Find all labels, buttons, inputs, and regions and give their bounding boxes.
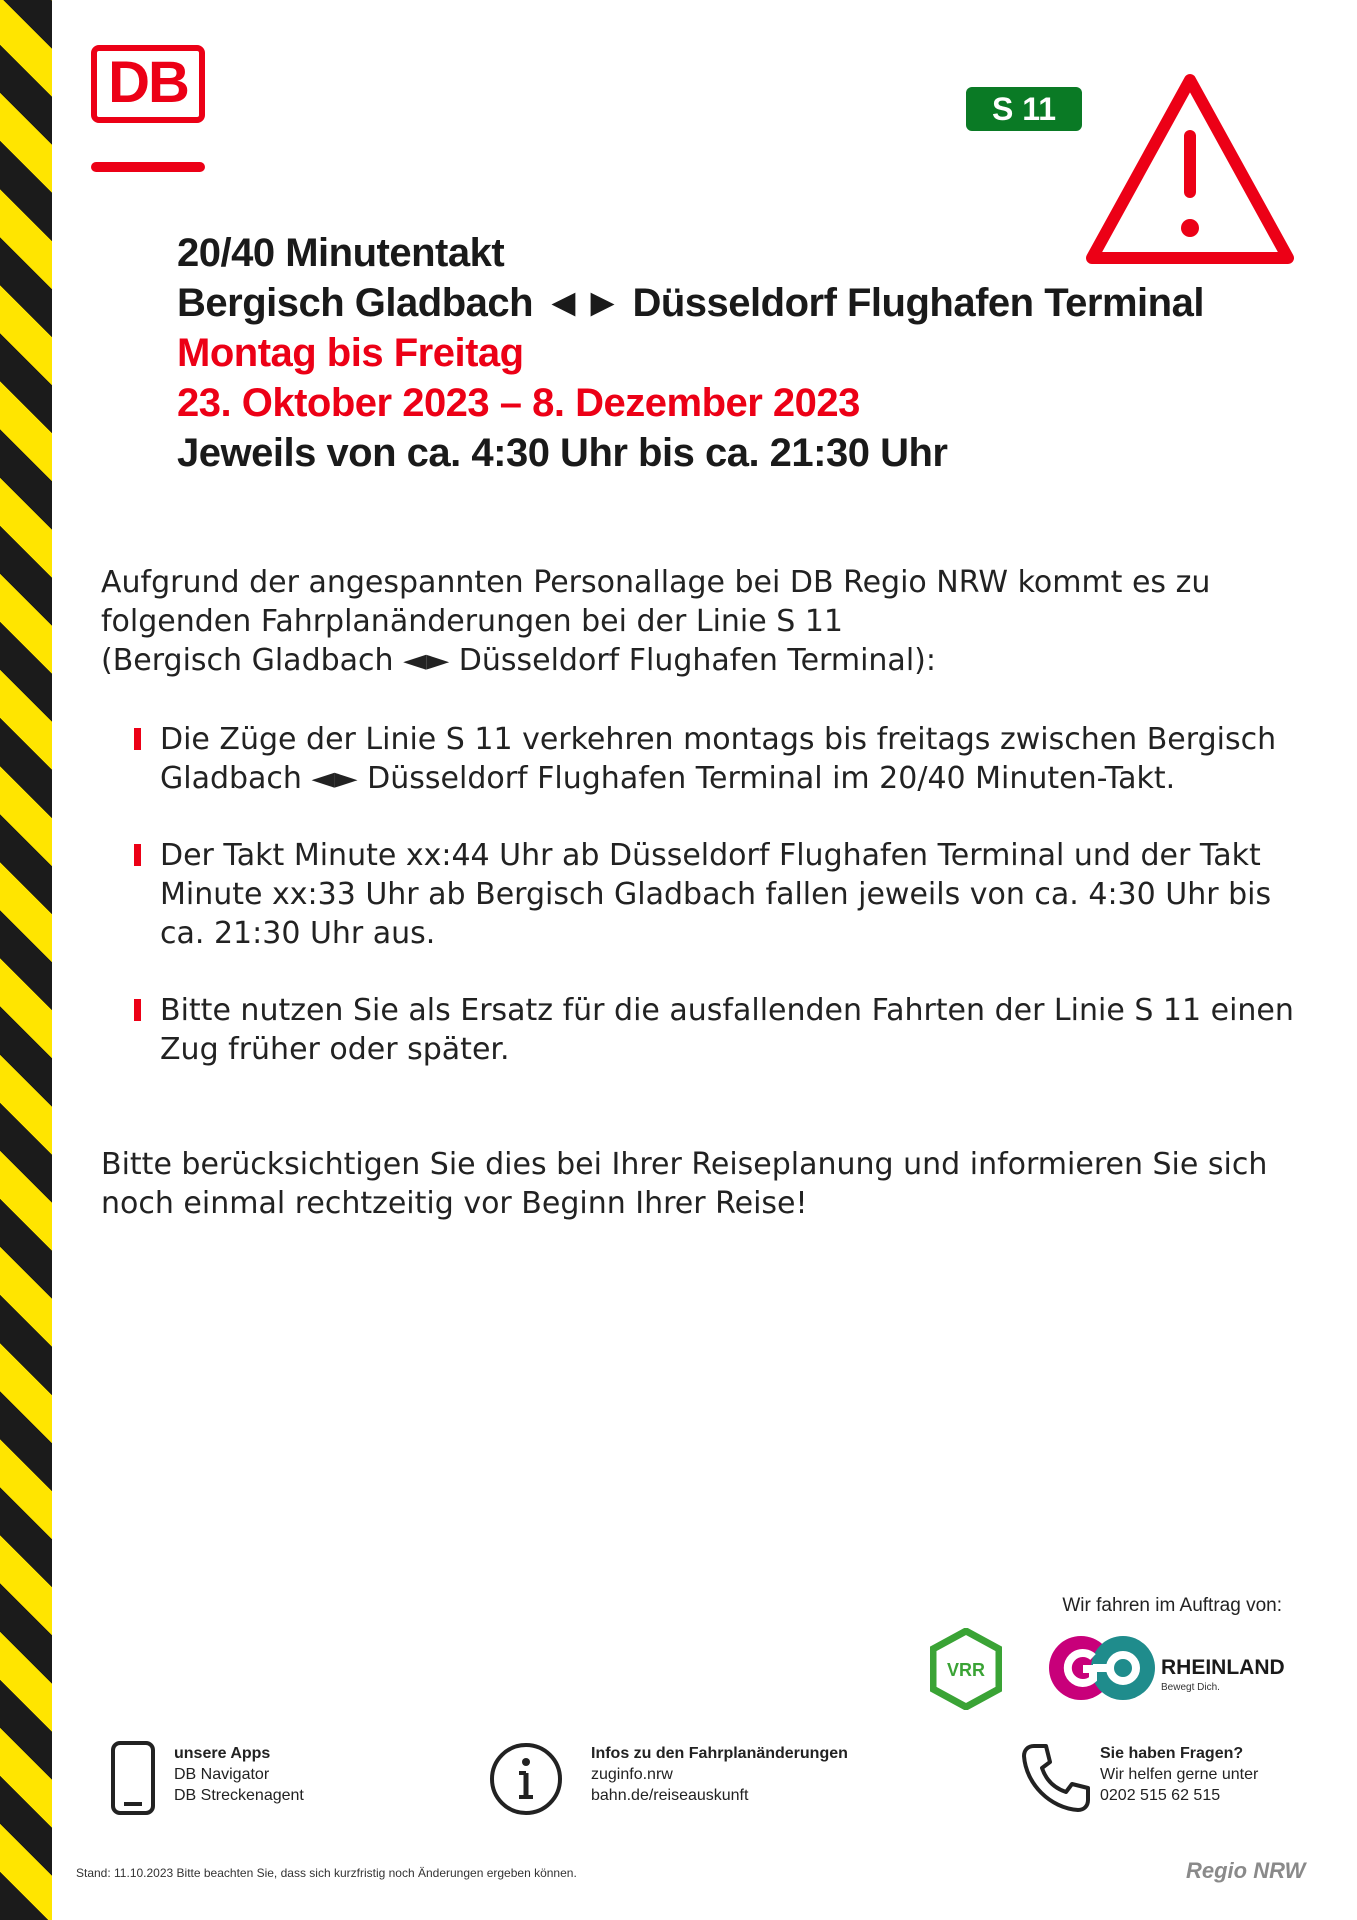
headline-days: Montag bis Freitag: [177, 331, 524, 375]
footer-infos-link: zuginfo.nrw: [591, 1766, 673, 1783]
footer-apps-line: DB Streckenagent: [174, 1787, 304, 1804]
line-badge: S 11: [966, 87, 1082, 131]
footer-contact-line: Wir helfen gerne unter: [1100, 1766, 1259, 1783]
phone-icon: [1020, 1742, 1092, 1814]
vrr-logo: [930, 1628, 1002, 1710]
headline-line: Bergisch Gladbach ◄► Düsseldorf Flughafen Terminal: [177, 281, 1204, 325]
bullet-line: Zug früher oder später.: [160, 1032, 510, 1067]
hazard-stripe: [0, 0, 52, 1920]
stand-note: Stand: 11.10.2023 Bitte beachten Sie, dass sich kurzfristig noch Änderungen ergeben können.: [76, 1866, 577, 1880]
headline-dates: 23. Oktober 2023 – 8. Dezember 2023: [177, 381, 860, 425]
bullet-marker: [134, 844, 141, 866]
svg-text:Bewegt Dich.: Bewegt Dich.: [1161, 1682, 1220, 1693]
bullet-line: Bitte nutzen Sie als Ersatz für die ausfallenden Fahrten der Linie S 11 einen: [160, 993, 1294, 1028]
info-icon: [488, 1741, 564, 1817]
intro-paragraph: [101, 563, 1311, 680]
intro-line: folgenden Fahrplanänderungen bei der Linie S 11: [101, 604, 844, 639]
bullet-line: Gladbach ◄► Düsseldorf Flughafen Terminal im 20/40 Minuten-Takt.: [160, 761, 1176, 796]
footer-infos-link: bahn.de/reiseauskunft: [591, 1787, 749, 1804]
bullet-item: [131, 991, 1321, 1069]
closing-line: Bitte berücksichtigen Sie dies bei Ihrer Reiseplanung und informieren Sie sich: [101, 1147, 1268, 1182]
partners-label: Wir fahren im Auftrag von:: [1062, 1595, 1282, 1616]
footer-infos-title: Infos zu den Fahrplanänderungen: [591, 1745, 848, 1762]
db-logo: DB: [91, 45, 205, 123]
svg-text:RHEINLAND: RHEINLAND: [1161, 1656, 1285, 1679]
closing-line: noch einmal rechtzeitig vor Beginn Ihrer Reise!: [101, 1186, 808, 1221]
footer-apps-line: DB Navigator: [174, 1766, 270, 1783]
footer-apps-title: unsere Apps: [174, 1745, 271, 1762]
footer-contact-title: Sie haben Fragen?: [1100, 1745, 1244, 1762]
footer-apps: [174, 1743, 304, 1806]
go-rheinland-logo: [1047, 1633, 1287, 1703]
headline-times: Jeweils von ca. 4:30 Uhr bis ca. 21:30 Uhr: [177, 431, 948, 475]
headline-line: 20/40 Minutentakt: [177, 231, 505, 275]
smartphone-icon: [110, 1740, 156, 1816]
bullet-line: Der Takt Minute xx:44 Uhr ab Düsseldorf Flughafen Terminal und der Takt: [160, 838, 1261, 873]
footer-contact: [1100, 1743, 1258, 1806]
intro-line: (Bergisch Gladbach ◄► Düsseldorf Flughafen Terminal):: [101, 643, 936, 678]
bullet-line: ca. 21:30 Uhr aus.: [160, 916, 436, 951]
intro-line: Aufgrund der angespannten Personallage bei DB Regio NRW kommt es zu: [101, 565, 1211, 600]
bullet-line: Minute xx:33 Uhr ab Bergisch Gladbach fallen jeweils von ca. 4:30 Uhr bis: [160, 877, 1272, 912]
bullet-marker: [134, 999, 141, 1021]
bullet-line: Die Züge der Linie S 11 verkehren montags bis freitags zwischen Bergisch: [160, 722, 1277, 757]
bullet-item: [131, 720, 1321, 798]
bullet-marker: [134, 728, 141, 750]
regio-nrw-brand: Regio NRW: [1186, 1858, 1306, 1883]
closing-paragraph: [101, 1145, 1311, 1223]
svg-text:VRR: VRR: [946, 1660, 986, 1680]
footer-contact-phone: 0202 515 62 515: [1100, 1787, 1221, 1804]
bullet-item: [131, 836, 1321, 953]
bullet-list: [131, 720, 1321, 1107]
db-logo-underline: [91, 162, 205, 172]
footer-infos: [591, 1743, 848, 1806]
headline: [177, 228, 1327, 478]
